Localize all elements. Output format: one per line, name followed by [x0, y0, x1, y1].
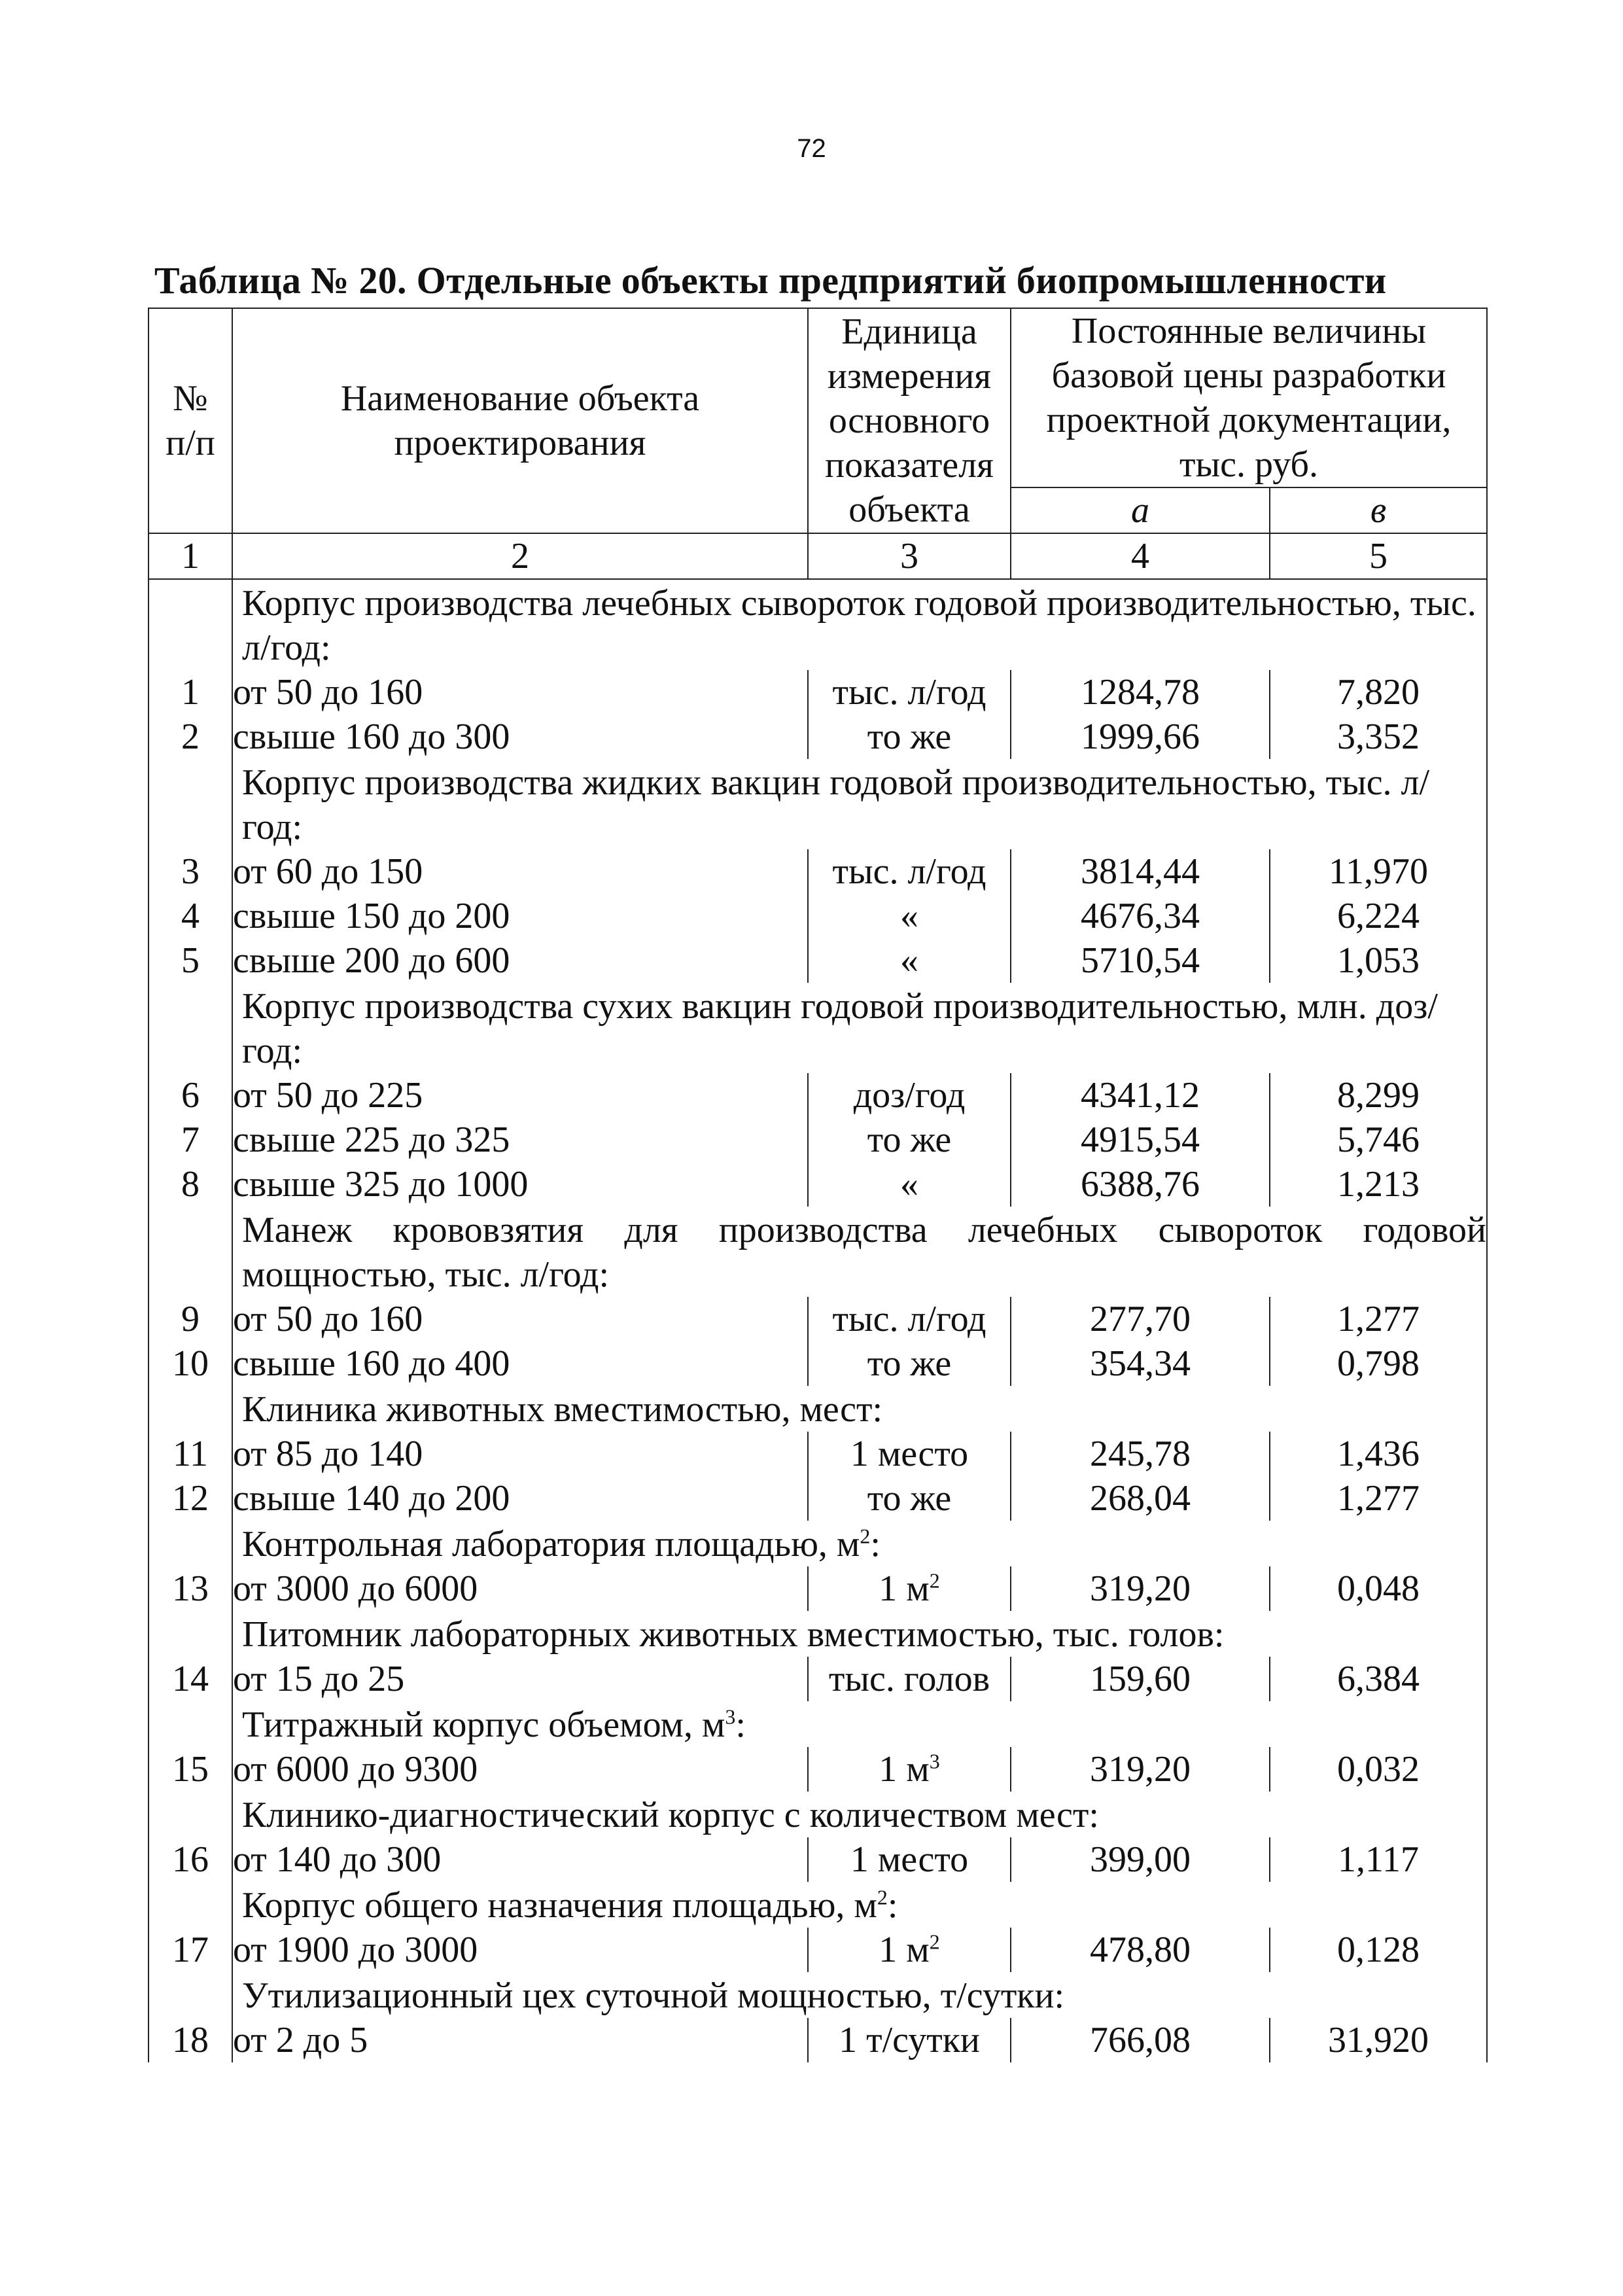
table-row: [148, 1341, 1487, 1386]
group-number-cell: [148, 1792, 232, 1837]
unit-superscript: 2: [929, 1930, 940, 1954]
unit-of-measure: [808, 2018, 1011, 2062]
value-a: 319,20: [1011, 1747, 1270, 1792]
unit-of-measure: [808, 670, 1011, 715]
table-row: [148, 1657, 1487, 1701]
group-title-row: [148, 1882, 1487, 1928]
unit-of-measure: [808, 894, 1011, 938]
row-number: 12: [148, 1476, 232, 1521]
group-title-superscript: 2: [877, 1885, 888, 1909]
unit-of-measure: [808, 1747, 1011, 1792]
row-number: 14: [148, 1657, 232, 1701]
header-object-name: Наименование объекта проектирования: [232, 308, 808, 533]
row-number: 6: [148, 1073, 232, 1118]
group-title-superscript: 3: [725, 1704, 736, 1729]
price-table: [148, 308, 1488, 2062]
object-range: от 60 до 150: [233, 851, 423, 892]
value-a: 1999,66: [1011, 715, 1270, 759]
table-row: [148, 2018, 1487, 2062]
value-a: 268,04: [1011, 1476, 1270, 1521]
object-range: свыше 140 до 200: [233, 1478, 510, 1519]
object-range: свыше 160 до 300: [233, 716, 510, 757]
table-row: [148, 1118, 1487, 1162]
object-range: от 6000 до 9300: [233, 1749, 478, 1790]
unit-of-measure: [808, 938, 1011, 983]
group-title-row: [148, 1701, 1487, 1747]
group-number-cell: [148, 1882, 232, 1928]
group-title-text: Питомник лабораторных животных вместимостью, тыс. голов:: [242, 1614, 1225, 1655]
group-title: [232, 579, 1487, 670]
value-b: 0,048: [1270, 1566, 1487, 1611]
value-b: 6,384: [1270, 1657, 1487, 1701]
page-number: 72: [797, 134, 826, 163]
unit-of-measure: [808, 1837, 1011, 1882]
table-row: [148, 1073, 1487, 1118]
group-title: [232, 1701, 1487, 1747]
column-number-4: 4: [1011, 533, 1270, 579]
group-title: [232, 983, 1487, 1073]
group-number-cell: [148, 1207, 232, 1297]
group-title-tail: :: [735, 1704, 746, 1745]
column-number-2: 2: [232, 533, 808, 579]
value-a: 245,78: [1011, 1432, 1270, 1476]
object-range: свыше 200 до 600: [233, 940, 510, 981]
group-title-text: Корпус общего назначения площадью, м: [242, 1885, 877, 1926]
group-title-row: [148, 1207, 1487, 1297]
row-number: 13: [148, 1566, 232, 1611]
table-row: [148, 894, 1487, 938]
group-title: [232, 1611, 1487, 1657]
value-a: 3814,44: [1011, 849, 1270, 894]
group-number-cell: [148, 983, 232, 1073]
value-b: 8,299: [1270, 1073, 1487, 1118]
group-title-text: Корпус производства лечебных сывороток годовой производительностью, тыс. л/год:: [242, 583, 1476, 668]
group-title-superscript: 2: [860, 1524, 871, 1548]
table-row: [148, 1162, 1487, 1207]
value-b: 5,746: [1270, 1118, 1487, 1162]
group-title-row: [148, 1386, 1487, 1432]
object-range: от 85 до 140: [233, 1434, 423, 1474]
object-range: свыше 160 до 400: [233, 1343, 510, 1384]
group-title-row: [148, 1611, 1487, 1657]
unit-superscript: 2: [929, 1568, 940, 1593]
group-title-row: [148, 1792, 1487, 1837]
object-range: от 50 до 160: [233, 1299, 423, 1339]
unit-text: 1 т/сутки: [839, 2020, 980, 2060]
value-a: 4676,34: [1011, 894, 1270, 938]
row-number: 7: [148, 1118, 232, 1162]
unit-text: «: [900, 1164, 918, 1205]
group-title-text: Клиника животных вместимостью, мест:: [242, 1389, 883, 1430]
object-range: от 50 до 160: [233, 672, 423, 713]
group-title: [232, 1386, 1487, 1432]
unit-of-measure: [808, 1566, 1011, 1611]
unit-text: доз/год: [853, 1075, 966, 1116]
unit-text: то же: [867, 1343, 952, 1384]
group-title: [232, 1521, 1487, 1566]
unit-text: 1 место: [850, 1434, 969, 1474]
value-a: 354,34: [1011, 1341, 1270, 1386]
group-title-row: [148, 1521, 1487, 1566]
row-number: 5: [148, 938, 232, 983]
value-b: 0,032: [1270, 1747, 1487, 1792]
value-b: 0,128: [1270, 1928, 1487, 1972]
value-a: 399,00: [1011, 1837, 1270, 1882]
value-a: 766,08: [1011, 2018, 1270, 2062]
value-a: 6388,76: [1011, 1162, 1270, 1207]
value-b: 1,277: [1270, 1476, 1487, 1521]
unit-text: тыс. голов: [828, 1659, 990, 1699]
table-row: [148, 1476, 1487, 1521]
group-title-row: [148, 1972, 1487, 2018]
unit-text: то же: [867, 1478, 952, 1519]
column-number-1: 1: [148, 533, 232, 579]
unit-text: 1 место: [850, 1839, 969, 1880]
object-range: от 140 до 300: [233, 1839, 442, 1880]
unit-text: 1 м: [879, 1749, 930, 1790]
unit-text: 1 м: [879, 1568, 930, 1609]
object-range: от 1900 до 3000: [233, 1930, 478, 1970]
unit-text: тыс. л/год: [832, 851, 986, 892]
group-title-text: Корпус производства сухих вакцин годовой производительностью, млн. доз/год:: [242, 986, 1438, 1071]
table-row: [148, 849, 1487, 894]
table-row: [148, 1837, 1487, 1882]
row-number: 2: [148, 715, 232, 759]
header-number: № п/п: [148, 308, 232, 533]
value-b: 6,224: [1270, 894, 1487, 938]
unit-of-measure: [808, 1118, 1011, 1162]
value-a: 1284,78: [1011, 670, 1270, 715]
row-number: 9: [148, 1297, 232, 1341]
group-number-cell: [148, 1972, 232, 2018]
group-title: [232, 1792, 1487, 1837]
value-b: 1,277: [1270, 1297, 1487, 1341]
group-title: [232, 1882, 1487, 1928]
row-number: 16: [148, 1837, 232, 1882]
table-row: [148, 715, 1487, 759]
group-number-cell: [148, 579, 232, 670]
group-title-row: [148, 759, 1487, 849]
unit-text: тыс. л/год: [832, 672, 986, 713]
value-a: 277,70: [1011, 1297, 1270, 1341]
group-number-cell: [148, 759, 232, 849]
row-number: 8: [148, 1162, 232, 1207]
group-title-text: Манеж крововзятия для производства лечебных сывороток годовой мощностью, тыс. л/год:: [242, 1210, 1487, 1295]
header-col-a: а: [1011, 487, 1270, 533]
value-a: 4915,54: [1011, 1118, 1270, 1162]
header-unit: Единица измерения основного показателя объекта: [808, 308, 1011, 533]
unit-of-measure: [808, 1657, 1011, 1701]
group-title-text: Клинико-диагностический корпус с количеством мест:: [242, 1795, 1099, 1835]
group-title-text: Контрольная лаборатория площадью, м: [242, 1524, 860, 1564]
group-title: [232, 1207, 1487, 1297]
table-row: [148, 1297, 1487, 1341]
value-a: 4341,12: [1011, 1073, 1270, 1118]
value-a: 5710,54: [1011, 938, 1270, 983]
value-b: 31,920: [1270, 2018, 1487, 2062]
table-row: [148, 670, 1487, 715]
value-b: 1,436: [1270, 1432, 1487, 1476]
table-row: [148, 1928, 1487, 1972]
column-number-3: 3: [808, 533, 1011, 579]
object-range: свыше 225 до 325: [233, 1120, 510, 1160]
group-number-cell: [148, 1611, 232, 1657]
value-b: 11,970: [1270, 849, 1487, 894]
row-number: 3: [148, 849, 232, 894]
value-a: 319,20: [1011, 1566, 1270, 1611]
unit-text: «: [900, 896, 918, 936]
object-range: от 50 до 225: [233, 1075, 423, 1116]
object-range: свыше 325 до 1000: [233, 1164, 529, 1205]
value-b: 7,820: [1270, 670, 1487, 715]
row-number: 18: [148, 2018, 232, 2062]
value-a: 159,60: [1011, 1657, 1270, 1701]
unit-superscript: 3: [929, 1749, 940, 1773]
table-row: [148, 1747, 1487, 1792]
table-title: Таблица № 20. Отдельные объекты предприятий биопромышленности: [154, 259, 1387, 302]
object-range: свыше 150 до 200: [233, 896, 510, 936]
unit-text: то же: [867, 716, 952, 757]
table-row: [148, 1432, 1487, 1476]
row-number: 4: [148, 894, 232, 938]
unit-of-measure: [808, 1297, 1011, 1341]
group-title-tail: :: [887, 1885, 898, 1926]
header-constants: Постоянные величины базовой цены разработки проектной документации, тыс. руб.: [1011, 308, 1487, 487]
row-number: 17: [148, 1928, 232, 1972]
object-range: от 15 до 25: [233, 1659, 405, 1699]
group-title: [232, 759, 1487, 849]
unit-of-measure: [808, 1162, 1011, 1207]
group-title-text: Утилизационный цех суточной мощностью, т/сутки:: [242, 1975, 1065, 2016]
group-number-cell: [148, 1521, 232, 1566]
unit-text: «: [900, 940, 918, 981]
group-number-cell: [148, 1701, 232, 1747]
table-body: [148, 579, 1487, 2062]
object-range: от 2 до 5: [233, 2020, 368, 2060]
column-number-5: 5: [1270, 533, 1487, 579]
unit-text: 1 м: [879, 1930, 930, 1970]
row-number: 15: [148, 1747, 232, 1792]
unit-text: то же: [867, 1120, 952, 1160]
group-title-row: [148, 983, 1487, 1073]
value-b: 1,213: [1270, 1162, 1487, 1207]
value-b: 3,352: [1270, 715, 1487, 759]
unit-of-measure: [808, 1341, 1011, 1386]
unit-of-measure: [808, 1476, 1011, 1521]
row-number: 11: [148, 1432, 232, 1476]
header-col-b: в: [1270, 487, 1487, 533]
unit-text: тыс. л/год: [832, 1299, 986, 1339]
unit-of-measure: [808, 849, 1011, 894]
value-b: 1,117: [1270, 1837, 1487, 1882]
value-b: 0,798: [1270, 1341, 1487, 1386]
group-title: [232, 1972, 1487, 2018]
group-title-text: Корпус производства жидких вакцин годовой производительностью, тыс. л/год:: [242, 762, 1430, 847]
group-title-tail: :: [870, 1524, 881, 1564]
row-number: 10: [148, 1341, 232, 1386]
value-a: 478,80: [1011, 1928, 1270, 1972]
value-b: 1,053: [1270, 938, 1487, 983]
unit-of-measure: [808, 1432, 1011, 1476]
unit-of-measure: [808, 1073, 1011, 1118]
unit-of-measure: [808, 715, 1011, 759]
group-number-cell: [148, 1386, 232, 1432]
group-title-row: [148, 579, 1487, 670]
group-title-text: Титражный корпус объемом, м: [242, 1704, 725, 1745]
table-row: [148, 938, 1487, 983]
object-range: от 3000 до 6000: [233, 1568, 478, 1609]
row-number: 1: [148, 670, 232, 715]
unit-of-measure: [808, 1928, 1011, 1972]
table-row: [148, 1566, 1487, 1611]
